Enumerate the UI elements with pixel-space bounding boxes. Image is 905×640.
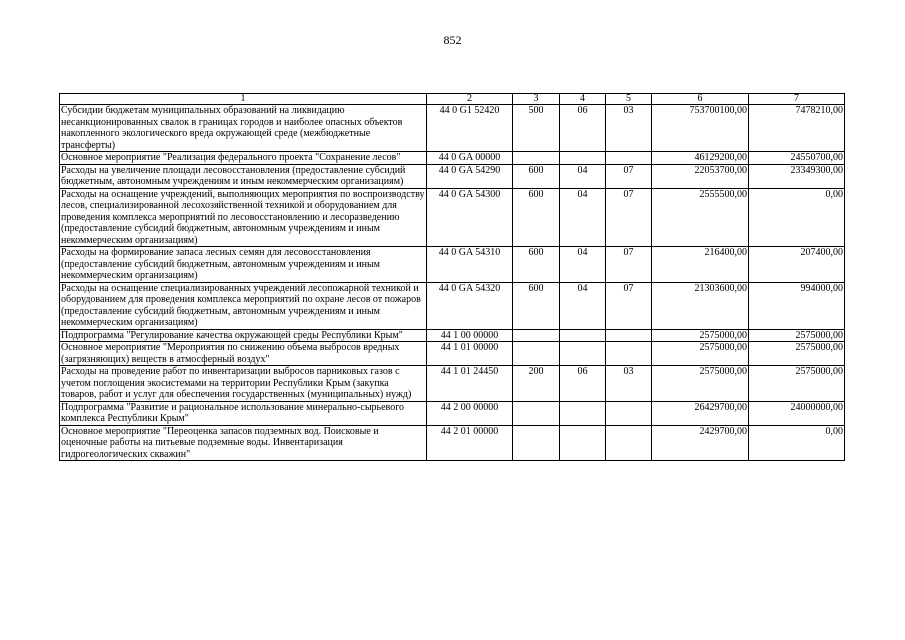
row-name-cell: Расходы на проведение работ по инвентаризации выбросов парниковых газов с учетом поглощения экосистемами на территории Республики Крым (закупка товаров, работ и услуг для обеспечения государственных (муниципальных) нужд): [60, 366, 427, 402]
budget-table: [59, 93, 845, 461]
row-expense-type-cell: 600: [513, 164, 560, 188]
table-row: [60, 425, 845, 461]
row-subsection-cell: [606, 425, 652, 461]
table-row: [60, 188, 845, 247]
row-amount-year1-cell: 26429700,00: [652, 401, 749, 425]
row-code-cell: 44 0 GA 54300: [427, 188, 513, 247]
row-amount-year2-cell: 2575000,00: [749, 366, 845, 402]
row-amount-year1-cell: 2429700,00: [652, 425, 749, 461]
row-amount-year2-cell: 0,00: [749, 425, 845, 461]
row-amount-year1-cell: 2575000,00: [652, 366, 749, 402]
row-section-cell: [560, 329, 606, 342]
row-expense-type-cell: [513, 329, 560, 342]
row-subsection-cell: [606, 152, 652, 165]
header-cell: 5: [606, 94, 652, 105]
row-section-cell: [560, 401, 606, 425]
row-name-cell: Расходы на оснащение учреждений, выполняющих мероприятия по воспроизводству лесов, специализированной лесохозяйственной техникой и оборудованием для проведения комплекса мероприятий по лесовосстановлению и лесоразведению (предоставление субсидий бюджетным, автономным учреждениям и иным некоммерческим организациям): [60, 188, 427, 247]
table-row: [60, 366, 845, 402]
row-amount-year1-cell: 216400,00: [652, 247, 749, 283]
page-number: 852: [443, 33, 462, 47]
row-section-cell: 06: [560, 366, 606, 402]
row-amount-year2-cell: 2575000,00: [749, 329, 845, 342]
row-subsection-cell: 03: [606, 366, 652, 402]
row-code-cell: 44 0 GA 00000: [427, 152, 513, 165]
row-amount-year2-cell: 207400,00: [749, 247, 845, 283]
row-amount-year1-cell: 2555500,00: [652, 188, 749, 247]
row-expense-type-cell: [513, 401, 560, 425]
row-amount-year1-cell: 753700100,00: [652, 105, 749, 152]
row-section-cell: 04: [560, 188, 606, 247]
table-row: [60, 282, 845, 329]
header-row: [60, 94, 845, 105]
row-amount-year1-cell: 2575000,00: [652, 329, 749, 342]
row-code-cell: 44 2 01 00000: [427, 425, 513, 461]
table-body: [60, 105, 845, 461]
table-row: [60, 164, 845, 188]
table-row: [60, 342, 845, 366]
row-code-cell: 44 1 00 00000: [427, 329, 513, 342]
row-code-cell: 44 0 G1 52420: [427, 105, 513, 152]
row-expense-type-cell: [513, 425, 560, 461]
row-amount-year2-cell: 7478210,00: [749, 105, 845, 152]
header-cell: 6: [652, 94, 749, 105]
row-expense-type-cell: 600: [513, 188, 560, 247]
table-row: [60, 105, 845, 152]
header-cell: 3: [513, 94, 560, 105]
row-amount-year1-cell: 22053700,00: [652, 164, 749, 188]
row-code-cell: 44 1 01 00000: [427, 342, 513, 366]
row-amount-year2-cell: 0,00: [749, 188, 845, 247]
row-subsection-cell: [606, 329, 652, 342]
header-cell: 1: [60, 94, 427, 105]
row-name-cell: Основное мероприятие "Переоценка запасов подземных вод. Поисковые и оценочные работы на питьевые подземные воды. Инвентаризация гидрогеологических скважин": [60, 425, 427, 461]
row-expense-type-cell: 500: [513, 105, 560, 152]
table-row: [60, 329, 845, 342]
row-amount-year2-cell: 994000,00: [749, 282, 845, 329]
row-code-cell: 44 0 GA 54290: [427, 164, 513, 188]
row-amount-year2-cell: 2575000,00: [749, 342, 845, 366]
row-section-cell: 06: [560, 105, 606, 152]
row-subsection-cell: [606, 342, 652, 366]
row-code-cell: 44 2 00 00000: [427, 401, 513, 425]
row-amount-year1-cell: 46129200,00: [652, 152, 749, 165]
row-name-cell: Расходы на увеличение площади лесовосстановления (предоставление субсидий бюджетным, автономным учреждениям и иным некоммерческим организациям): [60, 164, 427, 188]
row-name-cell: Субсидии бюджетам муниципальных образований на ликвидацию несанкционированных свалок в границах городов и наиболее опасных объектов накопленного экологического вреда окружающей среде (межбюджетные трансферты): [60, 105, 427, 152]
row-name-cell: Расходы на оснащение специализированных учреждений лесопожарной техникой и оборудованием для проведения комплекса мероприятий по охране лесов от пожаров (предоставление субсидий бюджетным, автономным учреждениям и иным некоммерческим организациям): [60, 282, 427, 329]
row-name-cell: Основное мероприятие "Реализация федерального проекта "Сохранение лесов": [60, 152, 427, 165]
row-section-cell: 04: [560, 164, 606, 188]
row-subsection-cell: 03: [606, 105, 652, 152]
row-subsection-cell: 07: [606, 282, 652, 329]
row-subsection-cell: 07: [606, 164, 652, 188]
row-subsection-cell: 07: [606, 247, 652, 283]
row-section-cell: [560, 425, 606, 461]
row-name-cell: Подпрограмма "Регулирование качества окружающей среды Республики Крым": [60, 329, 427, 342]
row-name-cell: Расходы на формирование запаса лесных семян для лесовосстановления (предоставление субсидий бюджетным, автономным учреждениям и иным некоммерческим организациям): [60, 247, 427, 283]
row-amount-year1-cell: 2575000,00: [652, 342, 749, 366]
row-subsection-cell: 07: [606, 188, 652, 247]
row-amount-year1-cell: 21303600,00: [652, 282, 749, 329]
table-row: [60, 247, 845, 283]
row-name-cell: Подпрограмма "Развитие и рациональное использование минерально-сырьевого комплекса Республики Крым": [60, 401, 427, 425]
row-expense-type-cell: 200: [513, 366, 560, 402]
row-code-cell: 44 0 GA 54320: [427, 282, 513, 329]
header-cell: 7: [749, 94, 845, 105]
row-expense-type-cell: 600: [513, 282, 560, 329]
row-code-cell: 44 0 GA 54310: [427, 247, 513, 283]
row-name-cell: Основное мероприятие "Мероприятия по снижению объема выбросов вредных (загрязняющих) веществ в атмосферный воздух": [60, 342, 427, 366]
row-amount-year2-cell: 23349300,00: [749, 164, 845, 188]
row-section-cell: [560, 342, 606, 366]
row-expense-type-cell: [513, 342, 560, 366]
row-expense-type-cell: 600: [513, 247, 560, 283]
table-row: [60, 401, 845, 425]
row-code-cell: 44 1 01 24450: [427, 366, 513, 402]
row-section-cell: 04: [560, 247, 606, 283]
header-cell: 4: [560, 94, 606, 105]
row-section-cell: [560, 152, 606, 165]
table-row: [60, 152, 845, 165]
row-section-cell: 04: [560, 282, 606, 329]
row-subsection-cell: [606, 401, 652, 425]
header-cell: 2: [427, 94, 513, 105]
row-expense-type-cell: [513, 152, 560, 165]
row-amount-year2-cell: 24550700,00: [749, 152, 845, 165]
row-amount-year2-cell: 24000000,00: [749, 401, 845, 425]
